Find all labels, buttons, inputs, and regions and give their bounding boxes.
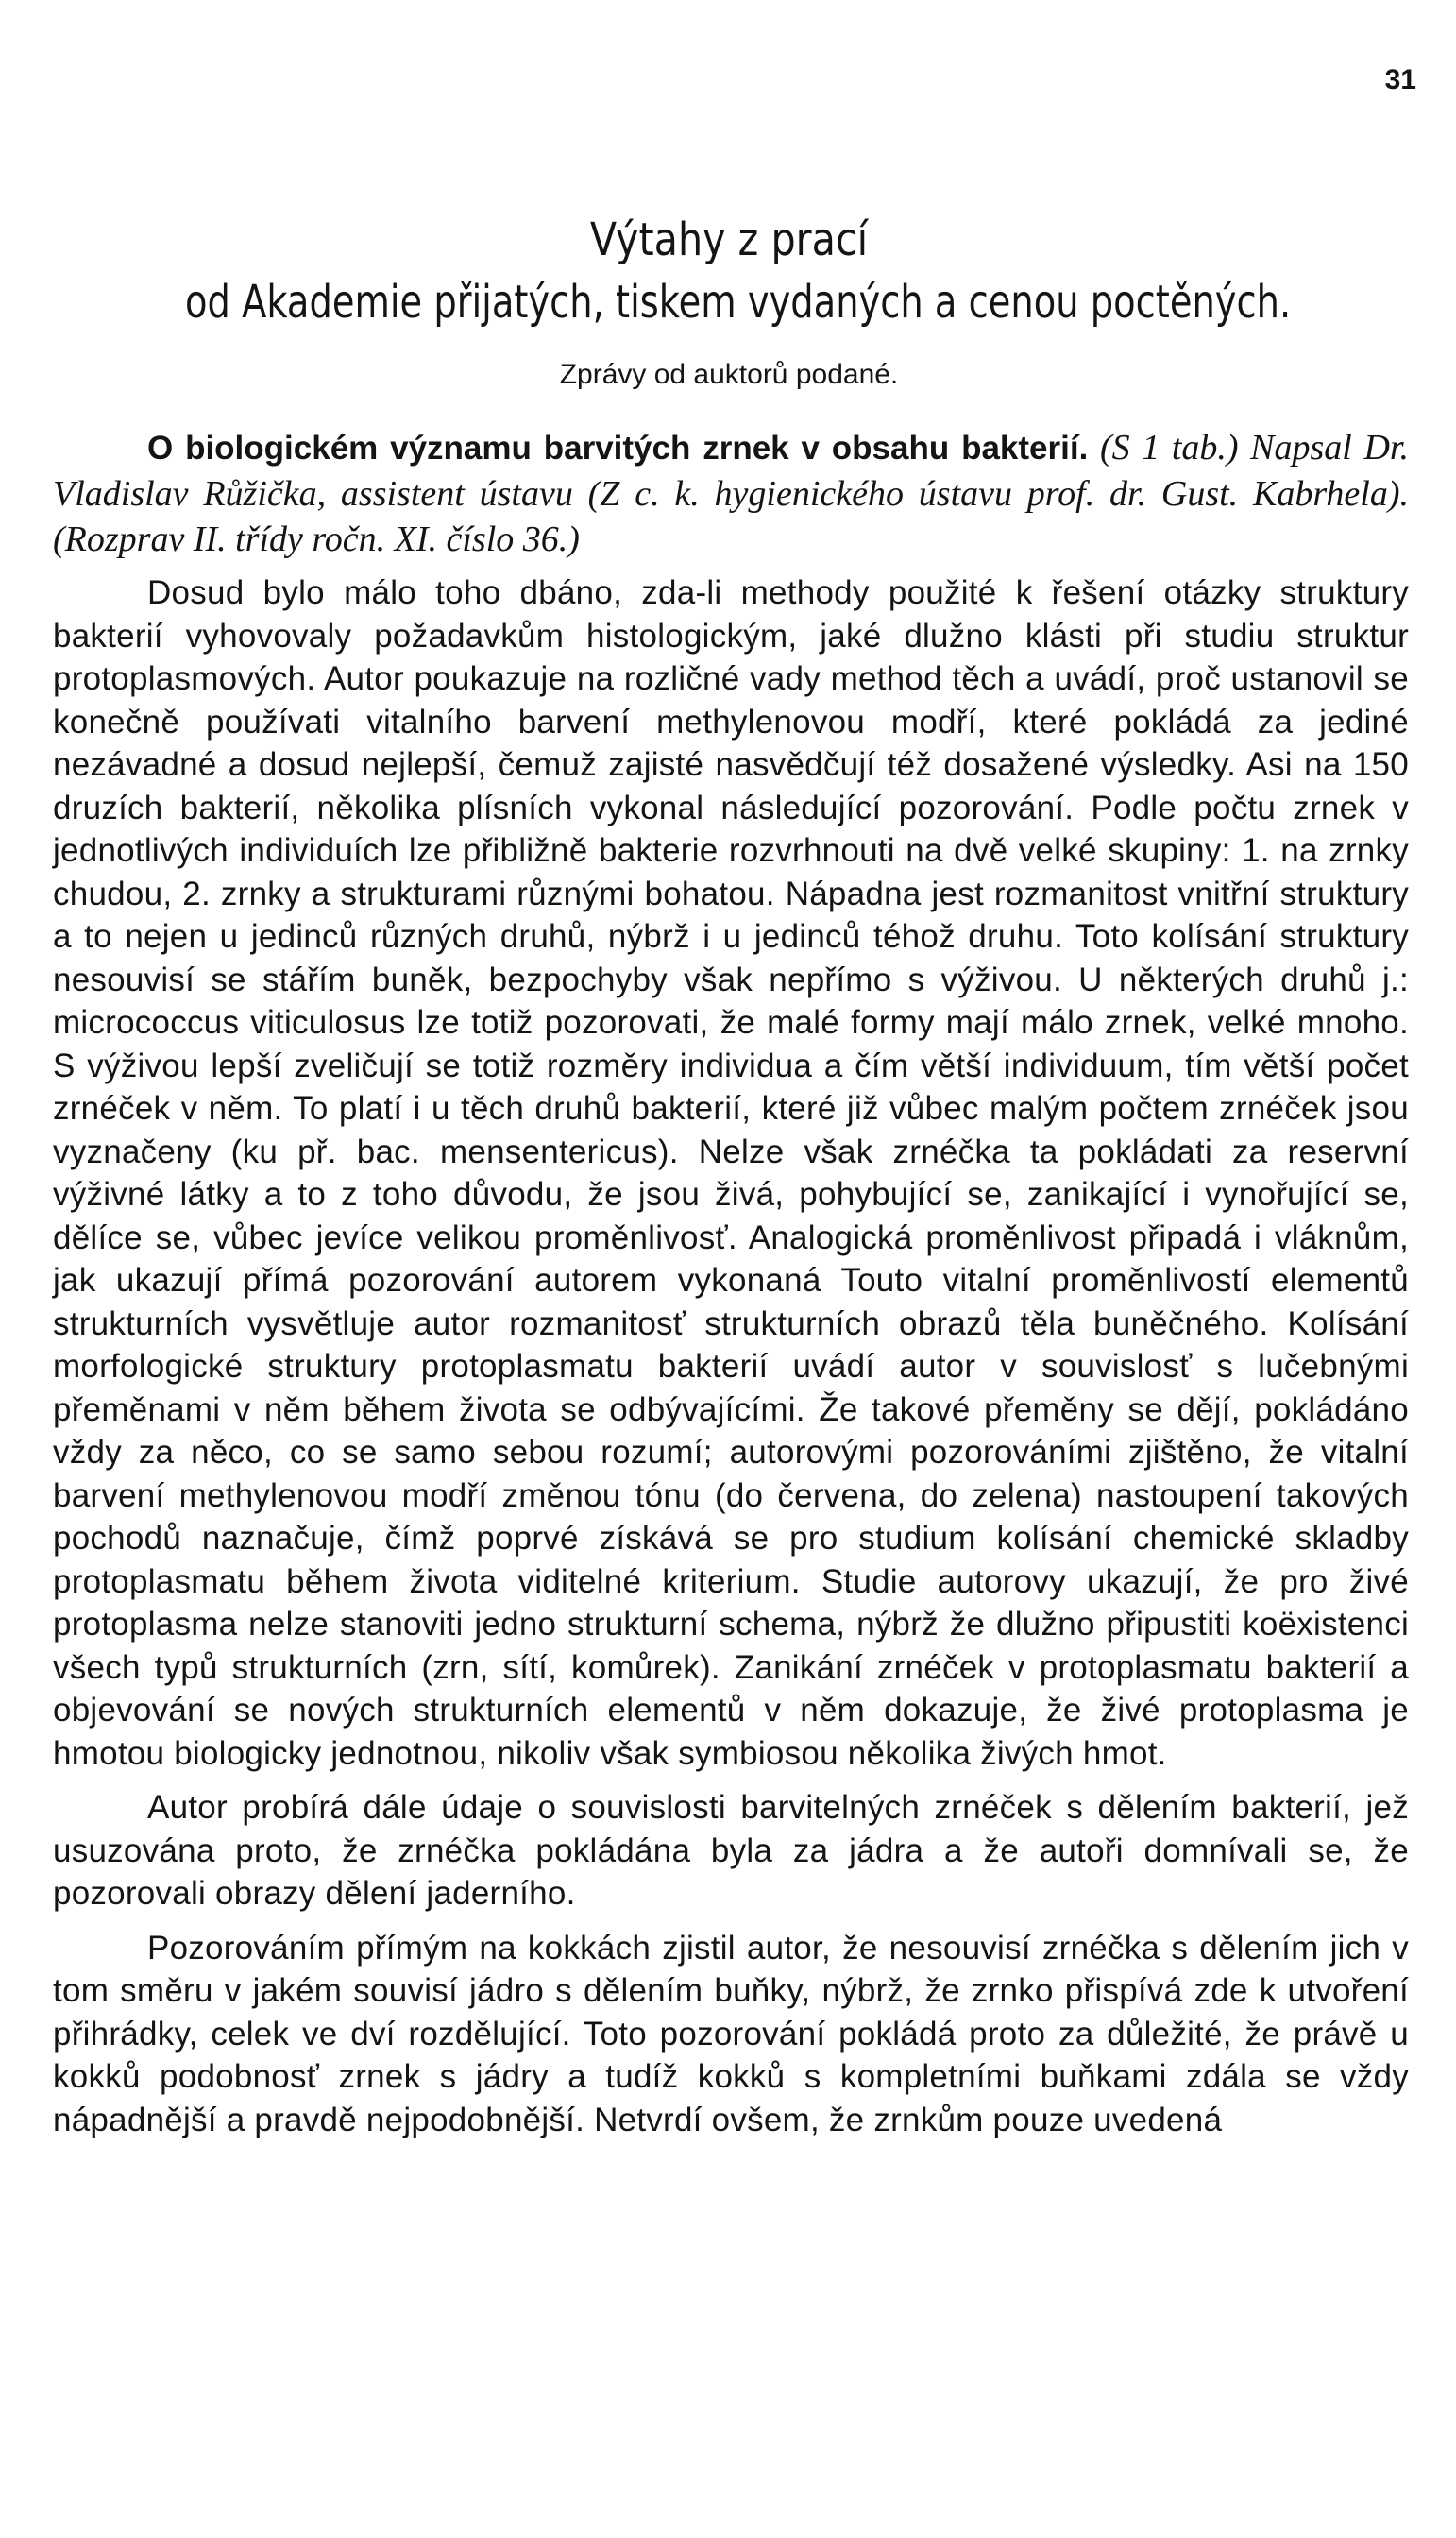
article-title: O biologickém významu barvitých zrnek v obsahu bakterií. (147, 430, 1089, 467)
heading-line-2: od Akademie přijatých, tiskem vydaných a cenou poctěných. (185, 276, 1292, 329)
paragraph: Dosud bylo málo toho dbáno, zda-li methody použité k řešení otázky struktury bakterií vyhovovaly požadavkům histologickým, jaké dlužno klásti při studiu struktur protoplasmových. Autor poukazuje na rozličné vady method těch a uvádí, proč ustanovil se konečně používati vitalního barvení methylenovou modří, které pokládá za jediné nezávadné a dosud nejlepší, čemuž zajisté nasvědčují též dosažené výsledky. Asi na 150 druzích bakterií, několika plísních vykonal následující pozorování. Podle počtu zrnek v jednotlivých individuích lze přibližně bakterie rozvrhnouti na dvě velké skupiny: 1. na zrnky chudou, 2. zrnky a strukturami různými bohatou. Nápadna jest rozmanitost vnitřní struktury a to nejen u jedinců různých druhů, nýbrž i u jedinců téhož druhu. Toto kolísání struktury nesouvisí se stářím buněk, bezpochyby však nepřímo s výživou. U některých druhů j.: micrococcus viticulosus lze totiž pozorovati, že malé formy mají málo zrnek, velké mnoho. S výživou lepší zveličují se totiž rozměry individua a čím větší individuum, tím větší počet zrnéček v něm. To platí i u těch druhů bakterií, které již vůbec malým počtem zrnéček jsou vyznačeny (ku př. bac. mensentericus). Nelze však zrnéčka ta pokládati za reservní výživné látky a to z toho důvodu, že jsou živá, pohybující se, zanikající i vynořující se, dělíce se, vůbec jevíce velikou proměnlivosť. Analogická proměnlivost připadá i vláknům, jak ukazují přímá pozorování autorem vykonaná Touto vitalní proměnlivostí elementů strukturních vysvětluje autor rozmanitosť strukturních obrazů těla buněčného. Kolísání morfologické struktury protoplasmatu bakterií uvádí autor v souvislosť s lučebnými přeměnami v něm během života se odbývajícími. Že takové přeměny se dějí, pokládáno vždy za něco, co se samo sebou rozumí; autorovými pozorováními zjištěno, že vitalní barvení methylenovou modří změnou tónu (do červena, do zelena) nastoupení takových pochodů naznačuje, čímž poprvé získává se pro studium kolísání chemické skladby protoplasmatu během života viditelné kriterium. Studie autorovy ukazují, že pro živé protoplasma nelze stanoviti jedno strukturní schema, nýbrž že dlužno připustiti koëxistenci všech typů strukturních (zrn, sítí, komůrek). Zanikání zrnéček v protoplasmatu bakterií a objevování se nových strukturních elementů v něm dokazuje, že živé protoplasma je hmotou biologicky jednotnou, nikoliv však symbiosou několika živých hmot. (53, 574, 1409, 1772)
page-number: 31 (1384, 64, 1416, 95)
article-header (53, 425, 1409, 562)
article-title-note: (S 1 tab.) (1099, 428, 1239, 468)
paragraph: Pozorováním přímým na kokkách zjistil autor, že nesouvisí zrnéčka s dělením jich v tom směru v jakém souvisí jádro s dělením buňky, nýbrž, že zrnko přispívá zde k utvoření přihrádky, celek ve dví rozdělující. Toto pozorování pokládá proto za důležité, že právě u kokků podobnosť zrnek s jádry a tudíž kokků s kompletními buňkami zdála se vždy nápadnější a pravdě nejpodobnější. Netvrdí ovšem, že zrnkům pouze uvedená (53, 1929, 1409, 2138)
heading-subtitle: Zprávy od auktorů podané. (559, 359, 899, 390)
paragraph: Autor probírá dále údaje o souvislosti barvitelných zrnéček s dělením bakterií, jež usuzována proto, že zrnéčka pokládána byla za jádra a že autoři domnívali se, že pozorovali obrazy dělení jaderního. (53, 1789, 1409, 1912)
article (53, 425, 1409, 2141)
section-heading (49, 210, 1409, 391)
heading-line-1: Výtahy z prací (589, 213, 869, 266)
article-author-line: Napsal Dr. Vladislav Růžička, assistent ústavu (Z c. k. hygienického ústavu prof. dr. Gust. Kabrhela). (Rozprav II. třídy ročn. XI. číslo 36.) (53, 428, 1410, 559)
